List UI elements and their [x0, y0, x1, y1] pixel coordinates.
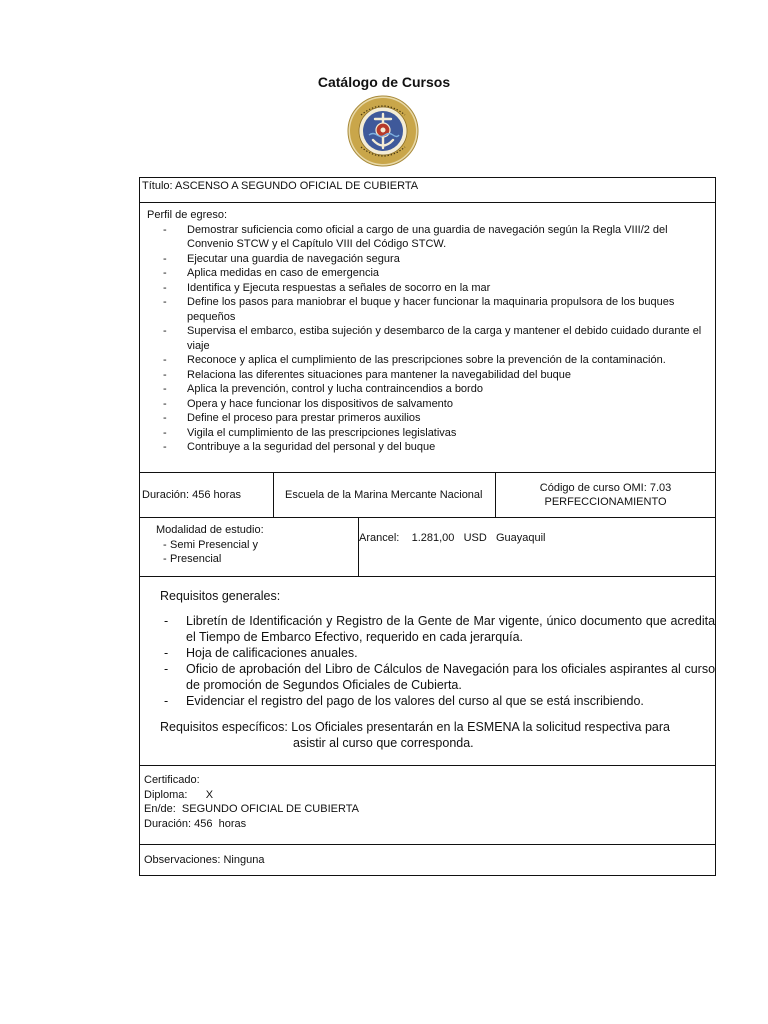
page-title: Catálogo de Cursos	[317, 74, 451, 90]
observaciones: Observaciones: Ninguna	[144, 853, 265, 866]
course-title-cell	[140, 178, 716, 203]
perfil-item: - Relaciona las diferentes situaciones para mantener la navegabilidad del buque	[140, 368, 705, 383]
perfil-item: - Reconoce y aplica el cumplimiento de las prescripciones sobre la prevención de la contaminación.	[140, 353, 705, 368]
course-type: PERFECCIONAMIENTO	[544, 496, 667, 508]
requisito-item: - Libretín de Identificación y Registro de la Gente de Mar vigente, único documento que acredita el Tiempo de Embarco Efectivo, requerido en cada jerarquía.	[140, 613, 715, 645]
certificado-duracion: Duración: 456 horas	[144, 817, 247, 830]
duracion: Duración: 456 horas	[142, 489, 242, 502]
modalidad-item: - Presencial	[140, 552, 358, 567]
perfil-item: - Aplica medidas en caso de emergencia	[140, 266, 705, 281]
requisitos-generales-label: Requisitos generales:	[160, 589, 281, 603]
svg-text:ARMADA DEL ECUADOR: ARMADA DEL ECUADOR	[348, 96, 360, 97]
perfil-label: Perfil de egreso:	[147, 209, 228, 221]
perfil-item: - Aplica la prevención, control y lucha contraincendios a bordo	[140, 382, 705, 397]
perfil-item: - Vigila el cumplimiento de las prescripciones legislativas	[140, 426, 705, 441]
requisitos-generales-list	[140, 613, 715, 709]
perfil-item: - Define los pasos para maniobrar el buque y hacer funcionar la maquinaria propulsora de los buques pequeños	[140, 295, 705, 324]
requisitos-especificos-cont: asistir al curso que corresponda.	[293, 736, 474, 750]
perfil-item: - Identifica y Ejecuta respuestas a señales de socorro en la mar	[140, 281, 705, 296]
requisito-item: - Hoja de calificaciones anuales.	[140, 645, 715, 661]
perfil-item: - Opera y hace funcionar los dispositivos de salvamento	[140, 397, 705, 412]
navy-seal-icon	[347, 95, 419, 167]
perfil-item: - Supervisa el embarco, estiba sujeción y desembarco de la carga y mantener el debido cuidado durante el viaje	[140, 324, 705, 353]
svg-text:ESCUELA DE LA MARINA MERCANTE: ESCUELA DE LA MARINA MERCANTE NACIONAL	[348, 97, 372, 98]
escuela: Escuela de la Marina Mercante Nacional	[285, 488, 483, 501]
escuela-cell	[274, 473, 496, 518]
perfil-item: - Ejecutar una guardia de navegación segura	[140, 252, 705, 267]
codigo-omi: Código de curso OMI: 7.03	[539, 481, 672, 494]
observaciones-cell	[140, 845, 716, 876]
perfil-item: - Define el proceso para prestar primeros auxilios	[140, 411, 705, 426]
modalidad-list	[140, 538, 358, 567]
course-title: Título: ASCENSO A SEGUNDO OFICIAL DE CUBIERTA	[142, 180, 419, 192]
perfil-item: - Demostrar suficiencia como oficial a cargo de una guardia de navegación según la Regla VIII/2 del Convenio STCW y el Capítulo VIII del Código STCW.	[140, 223, 705, 252]
modalidad-cell	[140, 518, 359, 577]
modalidad-label: Modalidad de estudio:	[156, 524, 264, 536]
en-de: En/de: SEGUNDO OFICIAL DE CUBIERTA	[144, 803, 359, 815]
perfil-item: - Contribuye a la seguridad del personal y del buque	[140, 440, 705, 455]
certificado-cell	[140, 766, 716, 845]
requisito-item: - Evidenciar el registro del pago de los valores del curso al que se está inscribiendo.	[140, 693, 715, 709]
duracion-cell	[140, 473, 274, 518]
certificado-block	[140, 766, 715, 831]
modalidad-item: - Semi Presencial y	[140, 538, 358, 553]
requisitos-cell	[140, 577, 716, 766]
course-catalog-table	[139, 177, 716, 876]
requisitos-especificos: Requisitos específicos: Los Oficiales presentarán en la ESMENA la solicitud respectiva para	[160, 720, 670, 734]
requisito-item: - Oficio de aprobación del Libro de Cálculos de Navegación para los oficiales aspirantes al curso de promoción de Segundos Oficiales de Cubierta.	[140, 661, 715, 693]
perfil-egreso-cell	[140, 203, 716, 473]
perfil-list	[140, 223, 715, 455]
arancel: Arancel: 1.281,00 USD Guayaquil	[359, 532, 546, 544]
certificado-label: Certificado:	[144, 774, 200, 786]
arancel-cell	[359, 518, 716, 577]
diploma: Diploma: X	[144, 788, 214, 801]
codigo-cell	[496, 473, 716, 518]
